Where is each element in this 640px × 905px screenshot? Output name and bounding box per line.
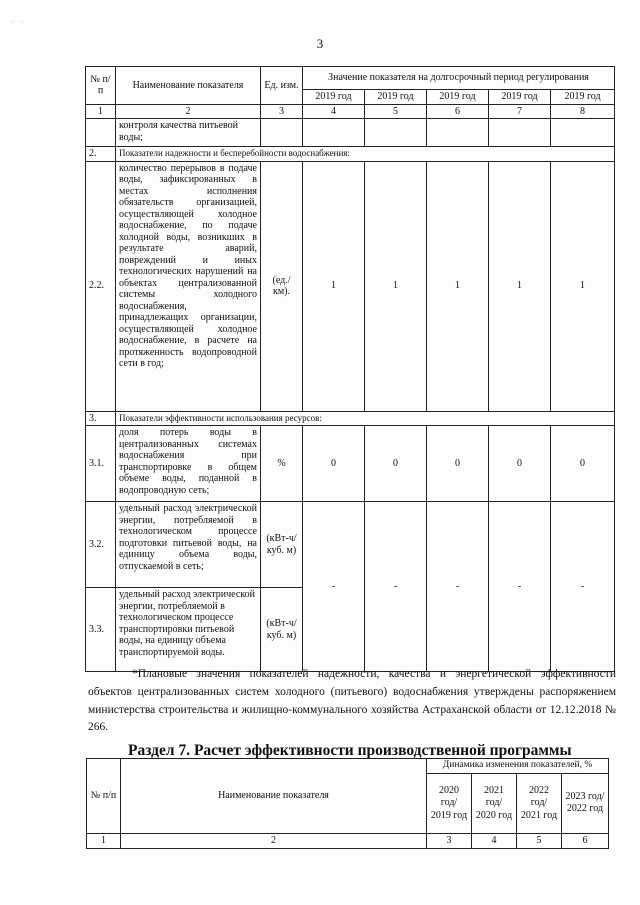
indicator-name: контроля качества питьевой воды; — [116, 119, 261, 147]
section-row — [86, 411, 615, 426]
indicator-unit: (кВт-ч/куб. м) — [261, 588, 303, 672]
table-row — [86, 161, 615, 411]
index-cell: 2 — [116, 104, 261, 119]
row-num: 3.2. — [86, 502, 116, 588]
index-cell: 4 — [472, 833, 517, 849]
indicator-name: количество перерывов в подаче воды, зафиксированных в местах исполнения обязательств организацией, осуществляющей холодное водоснабжение, по подаче холодной воды, возникших в результате аварий, повреждений и иных технологических нарушений на объектах централизованной системы холодного водоснабжения, принадлежащих организации, осуществляющей холодное водоснабжение, в расчете на протяженность водопроводной сети в год; — [116, 161, 261, 411]
header-name: Наименование показателя — [116, 67, 261, 105]
section-row — [86, 147, 615, 162]
regulation-indicators-table — [85, 66, 615, 672]
header-year-ratio: 2023 год/ 2022 год — [562, 773, 609, 833]
value-cell: 1 — [427, 161, 489, 411]
value-cell: 1 — [489, 161, 551, 411]
index-cell: 5 — [517, 833, 562, 849]
row-num: 3.1. — [86, 426, 116, 502]
footnote — [88, 666, 616, 737]
value-cell: - — [551, 502, 615, 672]
header-num: № п/п — [86, 67, 116, 105]
indicator-unit: (кВт-ч/куб. м) — [261, 502, 303, 588]
section-num: 2. — [86, 147, 116, 162]
value-cell: 0 — [551, 426, 615, 502]
value-cell: 1 — [303, 161, 365, 411]
value-cell: 0 — [489, 426, 551, 502]
index-cell: 1 — [87, 833, 121, 849]
table-row — [86, 426, 615, 502]
table-row — [86, 502, 615, 588]
value-cell: - — [489, 502, 551, 672]
indicator-unit: (ед./ км). — [261, 161, 303, 411]
header-year-ratio: 2020 год/ 2019 год — [427, 773, 472, 833]
indicator-unit: % — [261, 426, 303, 502]
indicator-name: удельный расход электрической энергии, потребляемой в технологическом процессе подготовки питьевой воды, на единицу объема воды, отпускаемой в сеть; — [116, 502, 261, 588]
value-cell: - — [427, 502, 489, 672]
margin-scribble: ⁘ ⁖ — [10, 18, 25, 26]
index-cell: 2 — [121, 833, 427, 849]
header-dynamics: Динамика изменения показателей, % — [427, 759, 609, 774]
indicator-name: удельный расход электрической энергии, потребляемой в технологическом процессе транспортировки питьевой воды, на единицу объема транспортируемой воды. — [116, 588, 261, 672]
value-cell: 1 — [365, 161, 427, 411]
header-value-group: Значение показателя на долгосрочный период регулирования — [303, 67, 615, 90]
value-cell: 0 — [365, 426, 427, 502]
value-cell: 0 — [303, 426, 365, 502]
index-cell: 5 — [365, 104, 427, 119]
value-cell: - — [303, 502, 365, 672]
header-num: № п/п — [87, 759, 121, 834]
header-unit: Ед. изм. — [261, 67, 303, 105]
row-num: 2.2. — [86, 161, 116, 411]
value-cell: - — [365, 502, 427, 672]
page-number: 3 — [316, 36, 324, 51]
header-year: 2019 год — [303, 90, 365, 105]
header-name: Наименование показателя — [121, 759, 427, 834]
value-cell: 1 — [551, 161, 615, 411]
index-cell: 6 — [562, 833, 609, 849]
value-cell: 0 — [427, 426, 489, 502]
header-year-ratio: 2022 год/ 2021 год — [517, 773, 562, 833]
header-year: 2019 год — [427, 90, 489, 105]
header-year: 2019 год — [551, 90, 615, 105]
section-num: 3. — [86, 411, 116, 426]
index-cell: 1 — [86, 104, 116, 119]
footnote-text: *Плановые значения показателей надежности, качества и энергетической эффективности объектов централизованных систем холодного (питьевого) водоснабжения утверждены распоряжением министерства строительства и жилищно-коммунального хозяйства Астраханской области от 12.12.2018 № 266. — [88, 668, 616, 734]
index-cell: 3 — [427, 833, 472, 849]
table-row — [86, 119, 615, 147]
row-num: 3.3. — [86, 588, 116, 672]
section-title: Показатели эффективности использования ресурсов: — [116, 411, 615, 426]
index-cell: 6 — [427, 104, 489, 119]
efficiency-table — [86, 758, 609, 849]
section-title: Показатели надежности и бесперебойности водоснабжения: — [116, 147, 615, 162]
index-cell: 7 — [489, 104, 551, 119]
index-cell: 4 — [303, 104, 365, 119]
section-7-title: Раздел 7. Расчет эффективности производственной программы — [128, 742, 572, 759]
header-year-ratio: 2021 год/ 2020 год — [472, 773, 517, 833]
header-year: 2019 год — [489, 90, 551, 105]
index-cell: 3 — [261, 104, 303, 119]
index-cell: 8 — [551, 104, 615, 119]
indicator-name: доля потерь воды в централизованных системах водоснабжения при транспортировке в общем объеме воды, поданной в водопроводную сеть; — [116, 426, 261, 502]
header-year: 2019 год — [365, 90, 427, 105]
